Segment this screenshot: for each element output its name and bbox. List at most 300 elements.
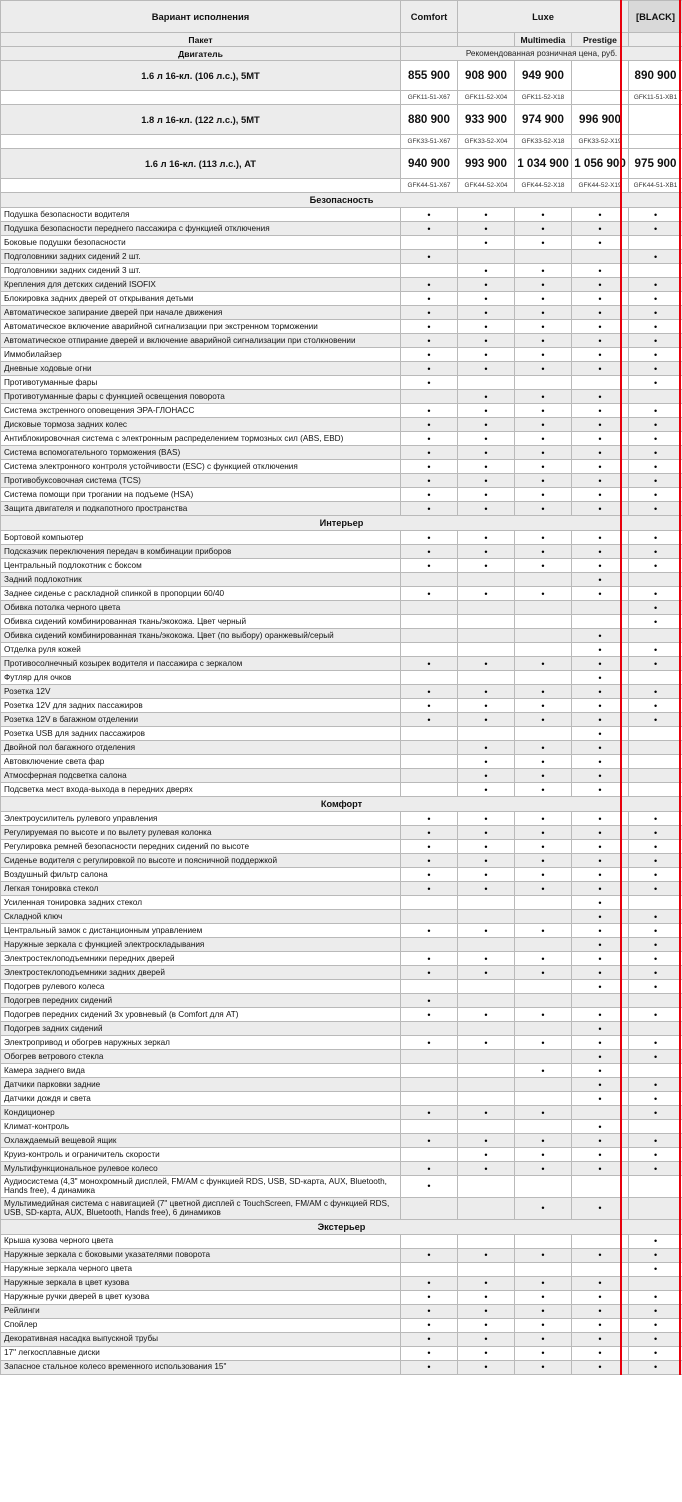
- feature-mark-2-13-1: [458, 994, 515, 1008]
- feature-row: [1, 741, 682, 755]
- feature-mark-0-1-4: •: [629, 222, 682, 236]
- feature-mark-2-17-1: [458, 1050, 515, 1064]
- feature-mark-1-2-1: •: [458, 559, 515, 573]
- feature-mark-0-0-2: •: [515, 208, 572, 222]
- feature-mark-0-18-0: •: [401, 460, 458, 474]
- feature-mark-0-6-3: •: [572, 292, 629, 306]
- feature-row: [1, 671, 682, 685]
- feature-mark-1-1-3: •: [572, 545, 629, 559]
- feature-mark-2-12-0: [401, 980, 458, 994]
- feature-mark-0-17-1: •: [458, 446, 515, 460]
- feature-mark-2-26-0: •: [401, 1176, 458, 1198]
- price-1-4: [629, 105, 682, 135]
- feature-name-3-2: Наружные зеркала черного цвета: [1, 1262, 401, 1276]
- feature-mark-3-9-0: •: [401, 1360, 458, 1374]
- price-0-2: 949 900: [515, 61, 572, 91]
- feature-mark-2-22-3: •: [572, 1120, 629, 1134]
- feature-name-1-1: Подсказчик переключения передач в комбинации приборов: [1, 545, 401, 559]
- feature-mark-2-21-3: [572, 1106, 629, 1120]
- feature-mark-0-20-4: •: [629, 488, 682, 502]
- feature-mark-0-12-0: •: [401, 376, 458, 390]
- feature-mark-0-5-0: •: [401, 278, 458, 292]
- feature-mark-2-0-0: •: [401, 812, 458, 826]
- feature-name-2-24: Круиз-контроль и ограничитель скорости: [1, 1148, 401, 1162]
- feature-mark-3-3-2: •: [515, 1276, 572, 1290]
- feature-mark-0-7-2: •: [515, 306, 572, 320]
- feature-name-2-25: Мультифункциональное рулевое колесо: [1, 1162, 401, 1176]
- feature-name-1-8: Отделка руля кожей: [1, 643, 401, 657]
- feature-name-3-6: Спойлер: [1, 1318, 401, 1332]
- feature-mark-3-5-3: •: [572, 1304, 629, 1318]
- feature-mark-1-6-2: [515, 615, 572, 629]
- feature-mark-0-11-0: •: [401, 362, 458, 376]
- feature-mark-1-4-3: •: [572, 587, 629, 601]
- feature-mark-2-5-3: •: [572, 882, 629, 896]
- code-1-3: GFK33-52-X19: [572, 135, 629, 149]
- feature-mark-0-14-2: •: [515, 404, 572, 418]
- feature-mark-2-8-2: •: [515, 924, 572, 938]
- feature-row: [1, 601, 682, 615]
- header-row: [1, 1, 682, 33]
- feature-name-3-4: Наружные ручки дверей в цвет кузова: [1, 1290, 401, 1304]
- feature-mark-3-8-1: •: [458, 1346, 515, 1360]
- code-1-0: GFK33-51-X67: [401, 135, 458, 149]
- feature-mark-2-19-2: [515, 1078, 572, 1092]
- engine-name-2: 1.6 л 16-кл. (113 л.с.), AT: [1, 149, 401, 179]
- feature-mark-0-0-1: •: [458, 208, 515, 222]
- feature-mark-3-6-3: •: [572, 1318, 629, 1332]
- feature-mark-1-18-4: [629, 783, 682, 797]
- feature-mark-0-6-0: •: [401, 292, 458, 306]
- feature-mark-2-8-0: •: [401, 924, 458, 938]
- feature-mark-1-3-0: [401, 573, 458, 587]
- feature-name-2-0: Электроусилитель рулевого управления: [1, 812, 401, 826]
- feature-name-2-26: Аудиосистема (4,3" монохромный дисплей, FM/AM с функцией RDS, USB, SD-карта, AUX, Bluetooth, Hands free), 4 динамика: [1, 1176, 401, 1198]
- feature-mark-3-6-1: •: [458, 1318, 515, 1332]
- package-1: [458, 33, 515, 47]
- feature-mark-0-18-2: •: [515, 460, 572, 474]
- feature-mark-2-9-0: [401, 938, 458, 952]
- feature-mark-1-15-3: •: [572, 741, 629, 755]
- feature-mark-2-7-1: [458, 910, 515, 924]
- feature-mark-1-16-3: •: [572, 755, 629, 769]
- feature-mark-1-10-4: [629, 671, 682, 685]
- feature-mark-2-18-3: •: [572, 1064, 629, 1078]
- feature-name-1-6: Обивка сидений комбинированная ткань/экокожа. Цвет черный: [1, 615, 401, 629]
- feature-mark-2-17-2: [515, 1050, 572, 1064]
- feature-name-2-4: Воздушный фильтр салона: [1, 868, 401, 882]
- price-2-0: 940 900: [401, 149, 458, 179]
- feature-mark-2-19-0: [401, 1078, 458, 1092]
- feature-mark-1-6-4: •: [629, 615, 682, 629]
- feature-mark-2-5-1: •: [458, 882, 515, 896]
- feature-mark-2-26-3: [572, 1176, 629, 1198]
- feature-mark-2-1-1: •: [458, 826, 515, 840]
- feature-row: [1, 966, 682, 980]
- feature-mark-0-11-1: •: [458, 362, 515, 376]
- feature-mark-2-14-0: •: [401, 1008, 458, 1022]
- feature-mark-2-4-1: •: [458, 868, 515, 882]
- feature-mark-1-7-0: [401, 629, 458, 643]
- code-2-4: GFK44-51-XB1: [629, 179, 682, 193]
- feature-mark-2-6-3: •: [572, 896, 629, 910]
- feature-mark-1-1-0: •: [401, 545, 458, 559]
- feature-row: [1, 769, 682, 783]
- feature-mark-0-8-0: •: [401, 320, 458, 334]
- feature-mark-2-23-0: •: [401, 1134, 458, 1148]
- section-header: [1, 1219, 682, 1234]
- feature-mark-2-8-1: •: [458, 924, 515, 938]
- feature-row: [1, 278, 682, 292]
- feature-row: [1, 657, 682, 671]
- feature-name-1-15: Двойной пол багажного отделения: [1, 741, 401, 755]
- price-0-3: [572, 61, 629, 91]
- feature-name-0-17: Система вспомогательного торможения (BAS): [1, 446, 401, 460]
- feature-mark-2-4-2: •: [515, 868, 572, 882]
- feature-row: [1, 320, 682, 334]
- feature-name-2-12: Подогрев рулевого колеса: [1, 980, 401, 994]
- feature-row: [1, 292, 682, 306]
- feature-name-1-16: Автовключение света фар: [1, 755, 401, 769]
- feature-mark-2-13-2: [515, 994, 572, 1008]
- feature-mark-0-4-4: [629, 264, 682, 278]
- feature-mark-0-12-3: [572, 376, 629, 390]
- feature-mark-3-4-3: •: [572, 1290, 629, 1304]
- feature-row: [1, 587, 682, 601]
- feature-row: [1, 460, 682, 474]
- feature-name-2-5: Легкая тонировка стекол: [1, 882, 401, 896]
- feature-mark-2-10-2: •: [515, 952, 572, 966]
- price-1-0: 880 900: [401, 105, 458, 135]
- feature-mark-2-27-3: •: [572, 1197, 629, 1219]
- feature-mark-2-25-1: •: [458, 1162, 515, 1176]
- feature-mark-3-0-3: [572, 1234, 629, 1248]
- feature-mark-1-14-0: [401, 727, 458, 741]
- feature-mark-3-7-1: •: [458, 1332, 515, 1346]
- feature-mark-1-3-1: [458, 573, 515, 587]
- feature-row: [1, 1234, 682, 1248]
- feature-mark-0-18-3: •: [572, 460, 629, 474]
- feature-mark-0-3-1: [458, 250, 515, 264]
- feature-mark-0-2-4: [629, 236, 682, 250]
- feature-mark-2-11-3: •: [572, 966, 629, 980]
- feature-mark-1-16-0: [401, 755, 458, 769]
- feature-mark-2-1-4: •: [629, 826, 682, 840]
- price-2-1: 993 900: [458, 149, 515, 179]
- feature-mark-1-5-3: [572, 601, 629, 615]
- feature-mark-2-23-4: •: [629, 1134, 682, 1148]
- feature-mark-0-16-3: •: [572, 432, 629, 446]
- feature-mark-2-2-1: •: [458, 840, 515, 854]
- feature-row: [1, 1078, 682, 1092]
- feature-mark-2-26-2: [515, 1176, 572, 1198]
- feature-name-3-1: Наружные зеркала с боковыми указателями поворота: [1, 1248, 401, 1262]
- feature-mark-1-2-3: •: [572, 559, 629, 573]
- feature-mark-2-1-3: •: [572, 826, 629, 840]
- feature-mark-2-18-1: [458, 1064, 515, 1078]
- feature-mark-1-13-1: •: [458, 713, 515, 727]
- feature-mark-2-6-2: [515, 896, 572, 910]
- feature-mark-2-21-2: •: [515, 1106, 572, 1120]
- feature-mark-1-10-1: [458, 671, 515, 685]
- feature-name-2-27: Мультимедийная система с навигацией (7" цветной дисплей с TouchScreen, FM/AM с функцией RDS, USB, SD-карта, AUX, Bluetooth, Hands free), 6 динамиков: [1, 1197, 401, 1219]
- engine-price-row: [1, 61, 682, 91]
- feature-mark-3-2-2: [515, 1262, 572, 1276]
- feature-mark-1-0-3: •: [572, 531, 629, 545]
- feature-mark-2-18-2: •: [515, 1064, 572, 1078]
- feature-mark-1-18-0: [401, 783, 458, 797]
- feature-row: [1, 755, 682, 769]
- feature-row: [1, 699, 682, 713]
- feature-mark-2-27-4: [629, 1197, 682, 1219]
- feature-row: [1, 1064, 682, 1078]
- feature-mark-1-15-4: [629, 741, 682, 755]
- code-1-1: GFK33-52-X04: [458, 135, 515, 149]
- feature-mark-2-24-2: •: [515, 1148, 572, 1162]
- feature-mark-2-17-4: •: [629, 1050, 682, 1064]
- column-header-comfort: Comfort: [401, 1, 458, 33]
- feature-mark-1-5-1: [458, 601, 515, 615]
- section-title-1: Интерьер: [1, 516, 682, 531]
- feature-mark-2-6-0: [401, 896, 458, 910]
- feature-row: [1, 1197, 682, 1219]
- feature-mark-2-22-0: [401, 1120, 458, 1134]
- feature-mark-0-11-4: •: [629, 362, 682, 376]
- feature-name-0-7: Автоматическое запирание дверей при начале движения: [1, 306, 401, 320]
- feature-mark-0-15-4: •: [629, 418, 682, 432]
- feature-mark-0-14-4: •: [629, 404, 682, 418]
- feature-name-2-15: Подогрев задних сидений: [1, 1022, 401, 1036]
- feature-mark-1-16-2: •: [515, 755, 572, 769]
- feature-mark-1-4-0: •: [401, 587, 458, 601]
- feature-name-0-4: Подголовники задних сидений 3 шт.: [1, 264, 401, 278]
- feature-mark-2-10-4: •: [629, 952, 682, 966]
- feature-mark-2-14-4: •: [629, 1008, 682, 1022]
- feature-mark-2-24-3: •: [572, 1148, 629, 1162]
- feature-name-0-3: Подголовники задних сидений 2 шт.: [1, 250, 401, 264]
- feature-mark-0-13-1: •: [458, 390, 515, 404]
- feature-row: [1, 1248, 682, 1262]
- feature-mark-2-5-4: •: [629, 882, 682, 896]
- feature-mark-1-9-1: •: [458, 657, 515, 671]
- feature-mark-0-14-3: •: [572, 404, 629, 418]
- feature-mark-2-3-0: •: [401, 854, 458, 868]
- feature-mark-1-10-0: [401, 671, 458, 685]
- feature-name-1-9: Противосолнечный козырек водителя и пассажира с зеркалом: [1, 657, 401, 671]
- price-0-4: 890 900: [629, 61, 682, 91]
- feature-row: [1, 938, 682, 952]
- feature-row: [1, 1162, 682, 1176]
- feature-mark-2-26-4: [629, 1176, 682, 1198]
- feature-mark-3-2-0: [401, 1262, 458, 1276]
- feature-mark-1-14-2: [515, 727, 572, 741]
- feature-row: [1, 1262, 682, 1276]
- feature-mark-1-11-2: •: [515, 685, 572, 699]
- feature-mark-0-19-0: •: [401, 474, 458, 488]
- feature-name-3-3: Наружные зеркала в цвет кузова: [1, 1276, 401, 1290]
- feature-mark-1-11-1: •: [458, 685, 515, 699]
- feature-mark-3-6-0: •: [401, 1318, 458, 1332]
- feature-mark-2-23-3: •: [572, 1134, 629, 1148]
- feature-mark-2-22-2: [515, 1120, 572, 1134]
- feature-name-3-7: Декоративная насадка выпускной трубы: [1, 1332, 401, 1346]
- feature-mark-0-17-4: •: [629, 446, 682, 460]
- feature-mark-1-9-0: •: [401, 657, 458, 671]
- feature-mark-2-11-1: •: [458, 966, 515, 980]
- feature-mark-2-22-4: [629, 1120, 682, 1134]
- feature-mark-2-2-2: •: [515, 840, 572, 854]
- feature-row: [1, 531, 682, 545]
- feature-mark-0-4-1: •: [458, 264, 515, 278]
- feature-name-0-19: Противобуксовочная система (TCS): [1, 474, 401, 488]
- feature-mark-1-15-2: •: [515, 741, 572, 755]
- feature-row: [1, 334, 682, 348]
- feature-mark-1-8-1: [458, 643, 515, 657]
- section-title-2: Комфорт: [1, 797, 682, 812]
- feature-row: [1, 236, 682, 250]
- feature-row: [1, 1276, 682, 1290]
- feature-row: [1, 1148, 682, 1162]
- feature-mark-2-2-0: •: [401, 840, 458, 854]
- feature-mark-2-15-3: •: [572, 1022, 629, 1036]
- feature-row: [1, 783, 682, 797]
- feature-mark-0-21-1: •: [458, 502, 515, 516]
- feature-mark-2-25-4: •: [629, 1162, 682, 1176]
- feature-mark-0-7-0: •: [401, 306, 458, 320]
- feature-mark-1-2-4: •: [629, 559, 682, 573]
- feature-mark-3-4-2: •: [515, 1290, 572, 1304]
- feature-mark-2-0-4: •: [629, 812, 682, 826]
- feature-row: [1, 362, 682, 376]
- feature-mark-2-15-2: [515, 1022, 572, 1036]
- feature-mark-2-21-0: •: [401, 1106, 458, 1120]
- feature-mark-0-2-1: •: [458, 236, 515, 250]
- engine-code-row: [1, 135, 682, 149]
- feature-mark-2-20-3: •: [572, 1092, 629, 1106]
- feature-mark-3-8-0: •: [401, 1346, 458, 1360]
- feature-mark-2-7-4: •: [629, 910, 682, 924]
- feature-mark-1-14-3: •: [572, 727, 629, 741]
- feature-name-2-22: Климат-контроль: [1, 1120, 401, 1134]
- feature-mark-2-12-3: •: [572, 980, 629, 994]
- feature-mark-3-1-4: •: [629, 1248, 682, 1262]
- feature-mark-0-8-1: •: [458, 320, 515, 334]
- feature-mark-0-7-4: •: [629, 306, 682, 320]
- price-1-2: 974 900: [515, 105, 572, 135]
- feature-mark-3-0-0: [401, 1234, 458, 1248]
- feature-name-0-0: Подушка безопасности водителя: [1, 208, 401, 222]
- feature-mark-2-3-2: •: [515, 854, 572, 868]
- feature-mark-1-11-3: •: [572, 685, 629, 699]
- code-spacer-2: [1, 179, 401, 193]
- feature-row: [1, 418, 682, 432]
- feature-mark-1-3-4: [629, 573, 682, 587]
- feature-mark-0-5-2: •: [515, 278, 572, 292]
- feature-mark-1-12-0: •: [401, 699, 458, 713]
- feature-mark-0-10-4: •: [629, 348, 682, 362]
- feature-mark-0-13-0: [401, 390, 458, 404]
- feature-name-1-18: Подсветка мест входа-выхода в передних дверях: [1, 783, 401, 797]
- feature-mark-2-11-2: •: [515, 966, 572, 980]
- feature-mark-3-3-1: •: [458, 1276, 515, 1290]
- feature-mark-1-16-4: [629, 755, 682, 769]
- feature-mark-1-7-1: [458, 629, 515, 643]
- feature-mark-0-20-2: •: [515, 488, 572, 502]
- feature-mark-2-17-3: •: [572, 1050, 629, 1064]
- feature-name-2-20: Датчики дождя и света: [1, 1092, 401, 1106]
- feature-row: [1, 812, 682, 826]
- feature-name-0-9: Автоматическое отпирание дверей и включение аварийной сигнализации при столкновении: [1, 334, 401, 348]
- section-title-3: Экстерьер: [1, 1219, 682, 1234]
- engine-name-0: 1.6 л 16-кл. (106 л.с.), 5MT: [1, 61, 401, 91]
- feature-mark-0-15-0: •: [401, 418, 458, 432]
- section-header: [1, 797, 682, 812]
- feature-row: [1, 1304, 682, 1318]
- feature-mark-2-13-0: •: [401, 994, 458, 1008]
- feature-name-1-10: Футляр для очков: [1, 671, 401, 685]
- feature-mark-2-8-3: •: [572, 924, 629, 938]
- feature-mark-2-11-4: •: [629, 966, 682, 980]
- feature-row: [1, 643, 682, 657]
- feature-mark-2-14-3: •: [572, 1008, 629, 1022]
- feature-mark-1-17-0: [401, 769, 458, 783]
- feature-mark-0-19-2: •: [515, 474, 572, 488]
- feature-row: [1, 994, 682, 1008]
- feature-mark-2-16-3: •: [572, 1036, 629, 1050]
- feature-mark-0-13-4: [629, 390, 682, 404]
- feature-mark-0-4-2: •: [515, 264, 572, 278]
- feature-mark-1-13-3: •: [572, 713, 629, 727]
- feature-mark-0-19-4: •: [629, 474, 682, 488]
- feature-mark-1-12-3: •: [572, 699, 629, 713]
- feature-row: [1, 545, 682, 559]
- feature-mark-3-0-2: [515, 1234, 572, 1248]
- feature-mark-3-9-2: •: [515, 1360, 572, 1374]
- feature-name-3-8: 17" легкосплавные диски: [1, 1346, 401, 1360]
- feature-mark-1-15-0: [401, 741, 458, 755]
- feature-mark-0-5-4: •: [629, 278, 682, 292]
- package-0: [401, 33, 458, 47]
- feature-name-1-0: Бортовой компьютер: [1, 531, 401, 545]
- feature-name-2-7: Складной ключ: [1, 910, 401, 924]
- feature-mark-1-17-2: •: [515, 769, 572, 783]
- feature-mark-0-18-4: •: [629, 460, 682, 474]
- feature-mark-2-25-2: •: [515, 1162, 572, 1176]
- feature-name-2-9: Наружные зеркала с функцией электроскладывания: [1, 938, 401, 952]
- feature-mark-1-7-2: [515, 629, 572, 643]
- feature-mark-3-4-4: •: [629, 1290, 682, 1304]
- feature-mark-2-15-1: [458, 1022, 515, 1036]
- feature-mark-2-10-0: •: [401, 952, 458, 966]
- section-header: [1, 516, 682, 531]
- feature-mark-1-0-1: •: [458, 531, 515, 545]
- feature-mark-1-13-0: •: [401, 713, 458, 727]
- feature-mark-2-18-0: [401, 1064, 458, 1078]
- engine-header-row: [1, 47, 682, 61]
- feature-mark-1-1-1: •: [458, 545, 515, 559]
- feature-mark-3-7-4: •: [629, 1332, 682, 1346]
- feature-mark-3-0-4: •: [629, 1234, 682, 1248]
- feature-mark-2-16-4: •: [629, 1036, 682, 1050]
- feature-name-0-2: Боковые подушки безопасности: [1, 236, 401, 250]
- feature-row: [1, 1290, 682, 1304]
- feature-name-2-11: Электростеклоподъемники задних дверей: [1, 966, 401, 980]
- feature-mark-0-6-4: •: [629, 292, 682, 306]
- feature-mark-2-10-1: •: [458, 952, 515, 966]
- feature-mark-1-17-3: •: [572, 769, 629, 783]
- feature-name-0-1: Подушка безопасности переднего пассажира с функцией отключения: [1, 222, 401, 236]
- feature-mark-2-2-3: •: [572, 840, 629, 854]
